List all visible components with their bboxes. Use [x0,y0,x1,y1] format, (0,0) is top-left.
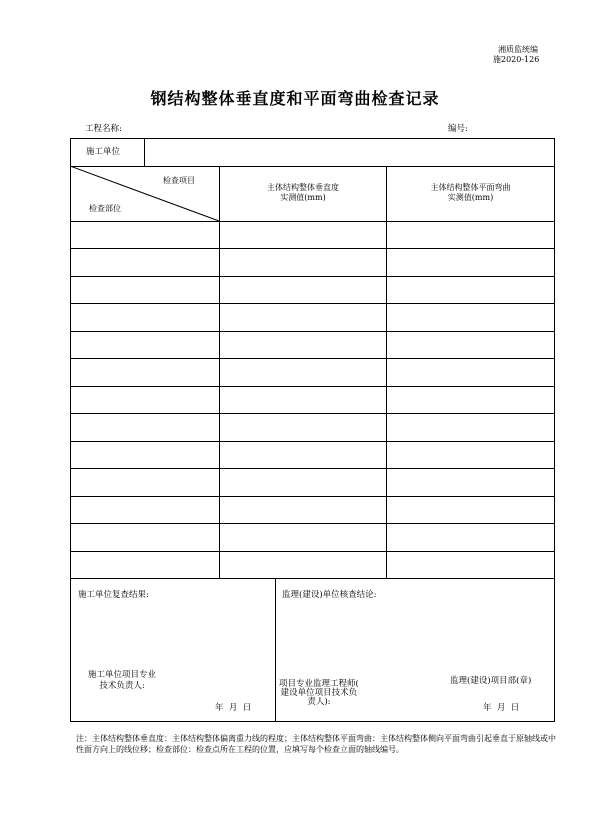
col-bending-title: 主体结构整体平面弯曲 [430,183,511,192]
construction-signer [88,670,156,692]
construction-unit-label: 施工单位 [86,147,121,157]
inspection-location-cell[interactable] [71,277,218,303]
col-verticality-unit: 实测值(mm) [280,193,326,202]
diagonal-bottom-label: 检查部位 [89,204,121,213]
construction-signer-line1: 施工单位项目专业 [88,670,157,680]
col-verticality-header [220,183,386,203]
col-verticality-title: 主体结构整体垂直度 [267,183,339,192]
verticality-value-cell[interactable] [220,414,385,441]
bending-value-cell[interactable] [387,332,553,358]
inspection-location-cell[interactable] [71,304,218,331]
verticality-value-cell[interactable] [220,497,385,523]
verticality-value-cell[interactable] [220,277,385,303]
col-bending-header [387,183,554,203]
page-title: 钢结构整体垂直度和平面弯曲检查记录 [150,89,440,108]
construction-unit-field[interactable] [148,147,548,161]
bending-value-cell[interactable] [387,359,553,386]
supervision-signer-line2: 建设单位项目技术负 [280,688,358,698]
inspection-location-cell[interactable] [71,469,218,496]
bending-value-cell[interactable] [387,469,553,496]
inspection-location-cell[interactable] [71,387,218,413]
supervision-signer [279,680,359,707]
inspection-location-cell[interactable] [71,222,218,248]
bending-value-cell[interactable] [387,387,553,413]
construction-signer-line2: 技术负责人: [99,681,145,691]
supervision-signer-line3: 责人): [307,697,331,707]
supervision-signer-line1: 项目专业监理工程师( [279,679,359,689]
supervision-review-title: 监理(建设)单位核查结论: [282,590,377,600]
supervision-dept-seal: 监理(建设)项目部(章) [450,676,532,686]
verticality-value-cell[interactable] [220,524,385,551]
verticality-value-cell[interactable] [220,249,385,276]
inspection-location-cell[interactable] [71,332,218,358]
bending-value-cell[interactable] [387,304,553,331]
supervision-date: 年 月 日 [483,703,520,713]
construction-date: 年 月 日 [215,703,252,713]
bending-value-cell[interactable] [387,442,553,468]
bending-value-cell[interactable] [387,277,553,303]
verticality-value-cell[interactable] [220,332,385,358]
inspection-location-cell[interactable] [71,442,218,468]
verticality-value-cell[interactable] [220,442,385,468]
footnote: 注：主体结构整体垂直度：主体结构整体偏离重力线的程度；主体结构整体平面弯曲：主体结构整体侧向平面弯曲引起垂直于原轴线或中性面方向上的线位移；检查部位：检查点所在工程的位置，应填写每个检查立面的轴线编号。 [76,734,556,754]
inspection-location-cell[interactable] [71,497,218,523]
inspection-location-cell[interactable] [71,414,218,441]
inspection-location-cell[interactable] [71,359,218,386]
form-code: 施2020-126 [493,55,540,64]
col-bending-unit: 实测值(mm) [447,193,494,202]
bending-value-cell[interactable] [387,222,553,248]
verticality-value-cell[interactable] [220,359,385,386]
bending-value-cell[interactable] [387,249,553,276]
inspection-location-cell[interactable] [71,249,218,276]
bending-value-cell[interactable] [387,497,553,523]
publisher-label: 湘质监统编 [498,45,538,54]
diagonal-top-label: 检查项目 [163,176,195,185]
number-label: 编号: [448,124,468,134]
bending-value-cell[interactable] [387,524,553,551]
verticality-value-cell[interactable] [220,222,385,248]
verticality-value-cell[interactable] [220,469,385,496]
construction-review-title: 施工单位复查结果: [78,590,149,600]
verticality-value-cell[interactable] [220,304,385,331]
project-name-label: 工程名称: [85,124,122,134]
bending-value-cell[interactable] [387,414,553,441]
inspection-location-cell[interactable] [71,524,218,551]
verticality-value-cell[interactable] [220,387,385,413]
